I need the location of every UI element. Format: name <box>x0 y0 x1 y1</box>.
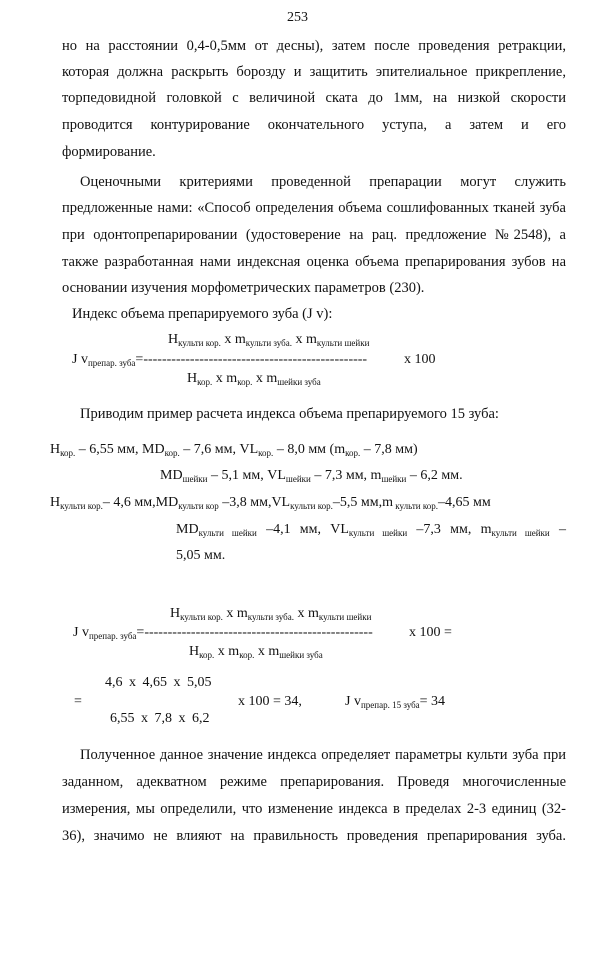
formula-2-multiplier: x 100 = <box>409 625 452 640</box>
calc-numerator: 4,6 x 4,65 x 5,05 <box>105 675 212 690</box>
calc-final: J $v_{препар. 15 зуба}= 34$ <box>345 694 446 710</box>
formula-2-denominator: $H_{кор.}$ x $m_{кор.}$ x $m_{шейки зуба}$ <box>189 644 323 660</box>
text-line: которая должна раскрыть борозду и защитить эпителиальное прикрепление, <box>62 64 566 80</box>
formula-2-numerator: $H_{культи кор.}$ x $m_{культи зуба.}$ x $m_{культи шейки}$ <box>170 606 372 622</box>
formula-1-denominator: $H_{кор.}$ x $m_{кор.}$ x $m_{шейки зуба}$ <box>187 371 321 387</box>
measurement-line: $MD_{культи шейки}$ –4,1 мм, $VL_{культи шейки}$ –7,3 мм, $m_{культи шейки}$ – <box>176 522 566 538</box>
text-line: но на расстоянии 0,4-0,5мм от десны), затем после проведения ретракции, <box>62 38 566 54</box>
text-line: 36), значимо не влияют на правильность проведения препарирования зуба. <box>62 828 566 844</box>
formula-1-numerator: $H_{культи кор.}$ x $m_{культи зуба.}$ x $m_{культи шейки}$ <box>168 332 370 348</box>
text-line: заданном, адекватном режиме препарирования. Проведя многочисленные <box>62 774 566 790</box>
index-title: Индекс объема препарируемого зуба (J v): <box>72 306 333 322</box>
calc-eq: = <box>74 694 82 709</box>
measurement-line: 5,05 мм. <box>176 548 226 563</box>
text-line: Полученное данное значение индекса определяет параметры культи зуба при <box>80 747 566 763</box>
text-line: Оценочными критериями проведенной препарации могут служить <box>80 174 566 190</box>
text-line: формирование. <box>62 144 156 160</box>
text-line: проводится контурирование окончательного уступа, а затем и его <box>62 117 566 133</box>
text-line: торпедовидной головкой с величиной ската до 1мм, на низкой скорости <box>62 90 566 106</box>
text-line: также разработанная нами индексная оценка объема препарирования зубов на <box>62 254 566 270</box>
example-title: Приводим пример расчета индекса объема препарируемого 15 зуба: <box>80 406 499 422</box>
measurement-line: $H_{культи кор.}-$ 4,6 $мм,MD_{культи кор}$ –3,8 $мм,VL_{культи кор.}-5,5$ мм,m $_{культи кор.}$–4,65 мм <box>50 495 491 511</box>
calc-denominator: 6,55 x 7,8 x 6,2 <box>110 711 210 726</box>
formula-1-lhs: J $v_{препар. зуба}=------------------------------------------------$ <box>72 352 368 368</box>
text-line: основании изучения морфометрических параметров (230). <box>62 280 425 296</box>
calc-result: x 100 = 34, <box>238 694 302 709</box>
text-line: при одонтопрепарировании (удостоверение на рац. предложение №2548), а <box>62 227 566 243</box>
measurement-line: $MD_{шейки} - 5,1$ мм, $VL_{шейки} - 7,3$ мм, $m_{шейки} - 6,2$ мм. <box>160 468 463 484</box>
formula-2-lhs: J $v_{препар. зуба}=-------------------------------------------------$ <box>73 625 373 641</box>
text-line: измерения, мы определили, что изменение индекса в пределах 2-3 единиц (32- <box>62 801 566 817</box>
text-line: предложенные нами: «Способ определения объема сошлифованных тканей зуба <box>62 200 566 216</box>
page-number: 253 <box>287 10 308 25</box>
formula-1-multiplier: x 100 <box>404 352 436 367</box>
measurement-line: $H_{кор.} - 6,55$ мм, $MD_{кор.} - 7,6$ мм, $VL_{кор.} - 8,0$ мм ($m_{кор.} - 7,8$ мм) <box>50 442 418 458</box>
